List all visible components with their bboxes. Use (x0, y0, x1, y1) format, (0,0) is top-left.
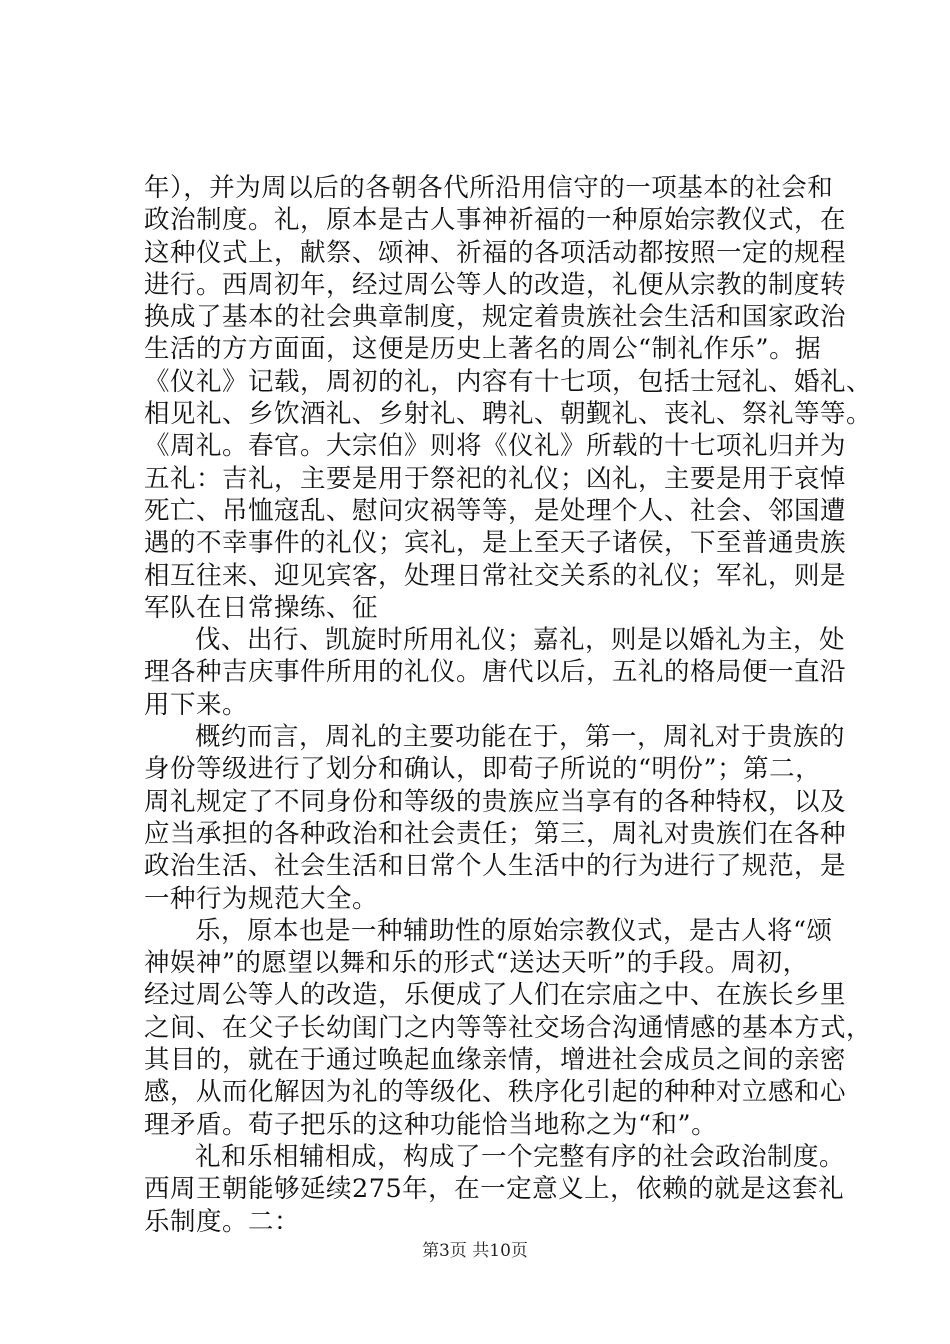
text-line: 这种仪式上，献祭、颂神、祈福的各项活动都按照一定的规程 (144, 237, 847, 268)
text-line: 理各种吉庆事件所用的礼仪。唐代以后，五礼的格局便一直沿 (144, 657, 847, 688)
text-line: 西周王朝能够延续275年，在一定意义上，依赖的就是这套礼 (144, 1174, 845, 1205)
text-line: 乐制度。二： (144, 1206, 301, 1237)
text-line: 神娱神”的愿望以舞和乐的形式“送达天听”的手段。周初， (144, 948, 809, 979)
text-line: 遇的不幸事件的礼仪；宾礼，是上至天子诸侯，下至普通贵族 (144, 528, 847, 559)
text-line: 感，从而化解因为礼的等级化、秩序化引起的种种对立感和心 (144, 1077, 847, 1108)
text-line: 应当承担的各种政治和社会责任；第三，周礼对贵族们在各种 (144, 818, 847, 849)
text-line: 相见礼、乡饮酒礼、乡射礼、聘礼、朝觐礼、丧礼、祭礼等等。 (144, 399, 873, 430)
text-line: 经过周公等人的改造，乐便成了人们在宗庙之中、在族长乡里 (144, 980, 847, 1011)
text-line: 进行。西周初年，经过周公等人的改造，礼便从宗教的制度转 (144, 269, 847, 300)
text-line: 之间、在父子长幼闺门之内等等社交场合沟通情感的基本方式， (144, 1012, 873, 1043)
text-line: 一种行为规范大全。 (144, 883, 379, 914)
text-line: 相互往来、迎见宾客，处理日常社交关系的礼仪；军礼，则是 (144, 560, 847, 591)
document-body (144, 172, 873, 1238)
text-line: 《仪礼》记载，周初的礼，内容有十七项，包括士冠礼、婚礼、 (144, 366, 873, 397)
text-line: 周礼规定了不同身份和等级的贵族应当享有的各种特权，以及 (144, 786, 847, 817)
text-line: 死亡、吊恤寇乱、慰问灾祸等等，是处理个人、社会、邻国遭 (144, 495, 847, 526)
text-line: 伐、出行、凯旋时所用礼仪；嘉礼，则是以婚礼为主，处 (195, 625, 846, 656)
text-line: 《周礼。春官。大宗伯》则将《仪礼》所载的十七项礼归并为 (144, 431, 847, 462)
text-line: 乐，原本也是一种辅助性的原始宗教仪式，是古人将“颂 (195, 915, 833, 946)
text-line: 礼和乐相辅相成，构成了一个完整有序的社会政治制度。 (195, 1141, 846, 1172)
text-line: 其目的，就在于通过唤起血缘亲情，增进社会成员之间的亲密 (144, 1045, 847, 1076)
text-line: 政治制度。礼，原本是古人事神祈福的一种原始宗教仪式，在 (144, 205, 847, 236)
text-line: 理矛盾。荀子把乐的这种功能恰当地称之为“和”。 (144, 1109, 718, 1140)
text-line: 用下来。 (144, 689, 249, 720)
text-line: 军队在日常操练、征 (144, 592, 379, 623)
text-line: 政治生活、社会生活和日常个人生活中的行为进行了规范，是 (144, 851, 847, 882)
text-line: 年），并为周以后的各朝各代所沿用信守的一项基本的社会和 (144, 173, 834, 203)
text-line: 换成了基本的社会典章制度，规定着贵族社会生活和国家政治 (144, 302, 847, 333)
text-line: 概约而言，周礼的主要功能在于，第一，周礼对于贵族的 (195, 722, 846, 753)
page-number-footer: 第3页 共10页 (422, 1241, 528, 1261)
text-line: 身份等级进行了划分和确认，即荀子所说的“明份”；第二， (144, 754, 822, 785)
text-line: 五礼：吉礼，主要是用于祭祀的礼仪；凶礼，主要是用于哀悼 (144, 463, 847, 494)
text-line: 生活的方方面面，这便是历史上著名的周公“制礼作乐”。据 (144, 334, 822, 365)
